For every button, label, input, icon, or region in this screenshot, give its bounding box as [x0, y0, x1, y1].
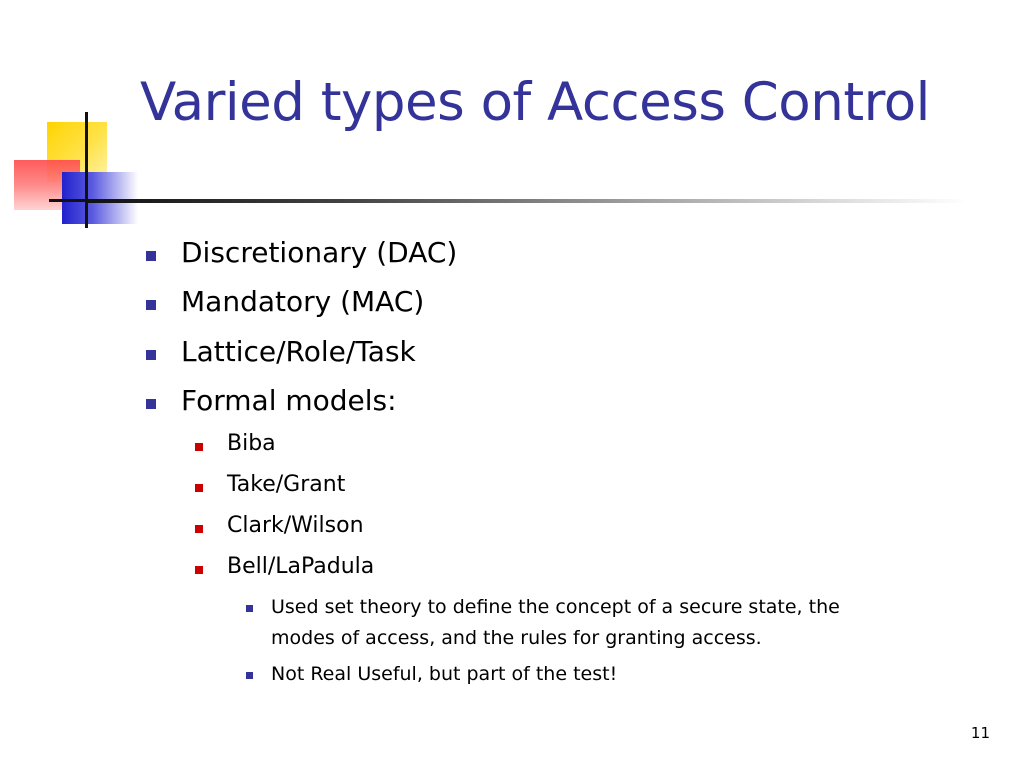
sub-sub-bullet-square-icon [246, 605, 253, 612]
sub-sub-bullet-text-line1: Used set theory to define the concept of a secure state, the [271, 596, 840, 618]
sub-bullet-item [227, 513, 364, 538]
sub-sub-bullet-text-line2: modes of access, and the rules for granting access. [271, 627, 762, 649]
sub-sub-bullet-text: Not Real Useful, but part of the test! [271, 663, 618, 685]
sub-sub-bullet-square-icon [246, 672, 253, 679]
sub-bullet-square-icon [195, 484, 203, 492]
logo-blue-square [62, 172, 138, 224]
bullet-square-icon [146, 300, 156, 310]
sub-bullet-item [227, 472, 345, 497]
sub-bullet-item [227, 554, 374, 579]
sub-sub-bullet-item [271, 592, 840, 654]
sub-bullet-text: Biba [227, 431, 276, 456]
slide-logo [0, 0, 140, 240]
title-divider [88, 199, 968, 203]
bullet-item [181, 384, 397, 417]
bullet-text: Discretionary (DAC) [181, 236, 458, 269]
bullet-text: Mandatory (MAC) [181, 285, 425, 318]
page-number: 11 [970, 724, 990, 742]
logo-vertical-line [85, 112, 88, 228]
bullet-square-icon [146, 251, 156, 261]
sub-bullet-square-icon [195, 525, 203, 533]
sub-bullet-item [227, 431, 276, 456]
bullet-item [181, 285, 424, 318]
sub-bullet-square-icon [195, 566, 203, 574]
sub-bullet-square-icon [195, 443, 203, 451]
bullet-item [181, 335, 416, 368]
sub-bullet-text: Clark/Wilson [227, 513, 364, 538]
bullet-item [181, 236, 457, 269]
slide-title: Varied types of Access Control [140, 72, 930, 133]
bullet-text: Lattice/Role/Task [181, 335, 416, 368]
bullet-square-icon [146, 399, 156, 409]
bullet-text: Formal models: [181, 384, 397, 417]
sub-bullet-text: Take/Grant [227, 472, 346, 497]
sub-bullet-text: Bell/LaPadula [227, 554, 375, 579]
bullet-square-icon [146, 350, 156, 360]
sub-sub-bullet-item [271, 659, 617, 690]
